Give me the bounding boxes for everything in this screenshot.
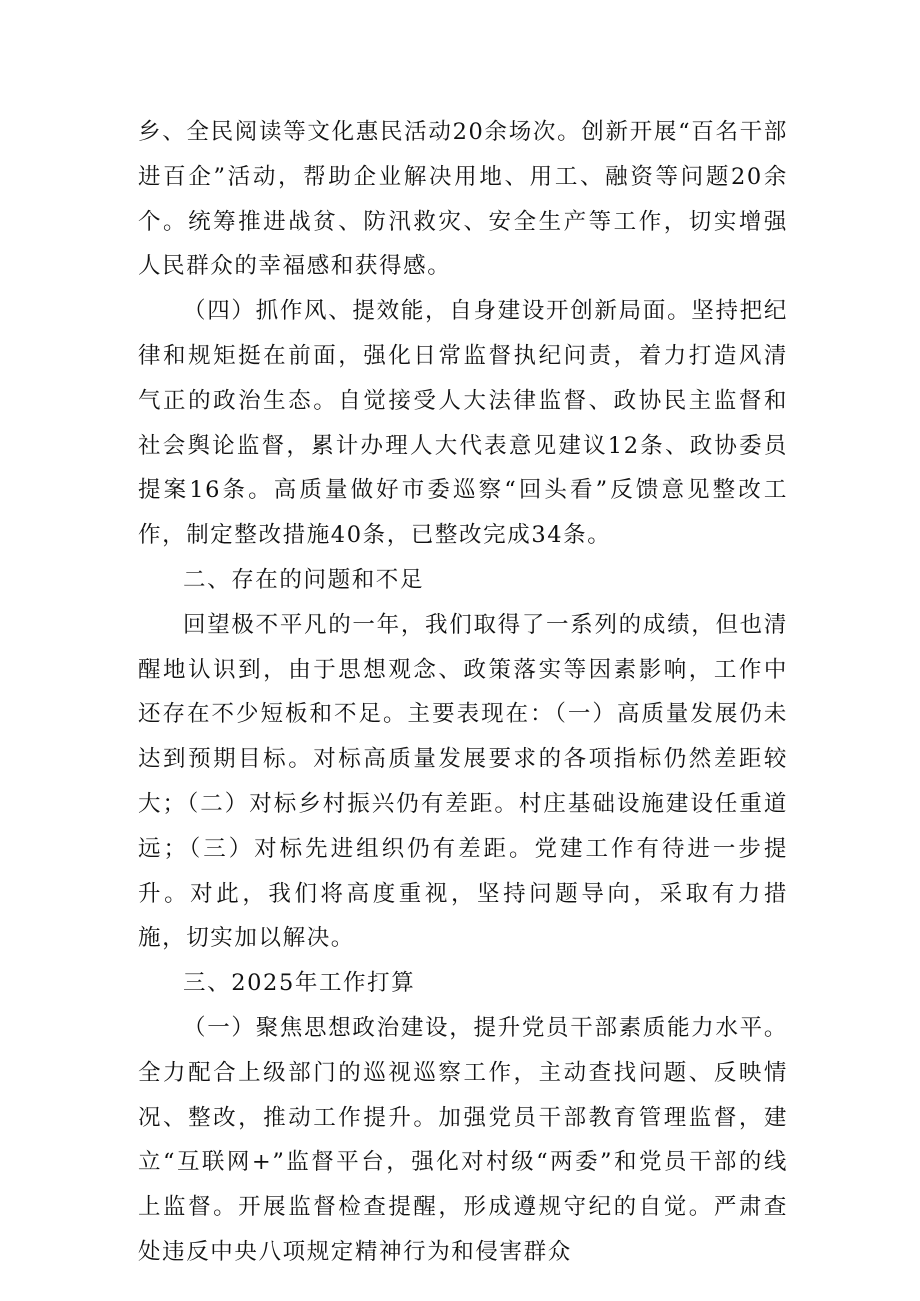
- paragraph-continuation: 乡、全民阅读等文化惠民活动20余场次。创新开展“百名干部进百企”活动，帮助企业解决用地、用工、融资等问题20余个。统筹推进战贫、防汛救灾、安全生产等工作，切实增强人民群众的幸福感和获得感。: [138, 119, 788, 280]
- heading-problems: 二、存在的问题和不足: [183, 566, 425, 593]
- paragraph-plan-1: （一）聚焦思想政治建设，提升党员干部素质能力水平。全力配合上级部门的巡视巡察工作，主动查找问题、反映情况、整改，推动工作提升。加强党员干部教育管理监督，建立“互联网+”监督平台，强化对村级“两委”和党员干部的线上监督。开展监督检查提醒，形成遵规守纪的自觉。严肃查处违反中央八项规定精神行为和侵害群众: [138, 1014, 788, 1265]
- document-body: [138, 110, 788, 1275]
- paragraph-problems: 回望极不平凡的一年，我们取得了一系列的成绩，但也清醒地认识到，由于思想观念、政策落实等因素影响，工作中还存在不少短板和不足。主要表现在：（一）高质量发展仍未达到预期目标。对标高质量发展要求的各项指标仍然差距较大；（二）对标乡村振兴仍有差距。村庄基础设施建设任重道远；（三）对标先进组织仍有差距。党建工作有待进一步提升。对此，我们将高度重视，坚持问题导向，采取有力措施，切实加以解决。: [138, 611, 788, 952]
- heading-2025-plan: 三、2025年工作打算: [183, 970, 416, 997]
- paragraph-section-4: （四）抓作风、提效能，自身建设开创新局面。坚持把纪律和规矩挺在前面，强化日常监督执纪问责，着力打造风清气正的政治生态。自觉接受人大法律监督、政协民主监督和社会舆论监督，累计办理人大代表意见建议12条、政协委员提案16条。高质量做好市委巡察“回头看”反馈意见整改工作，制定整改措施40条，已整改完成34条。: [138, 298, 788, 549]
